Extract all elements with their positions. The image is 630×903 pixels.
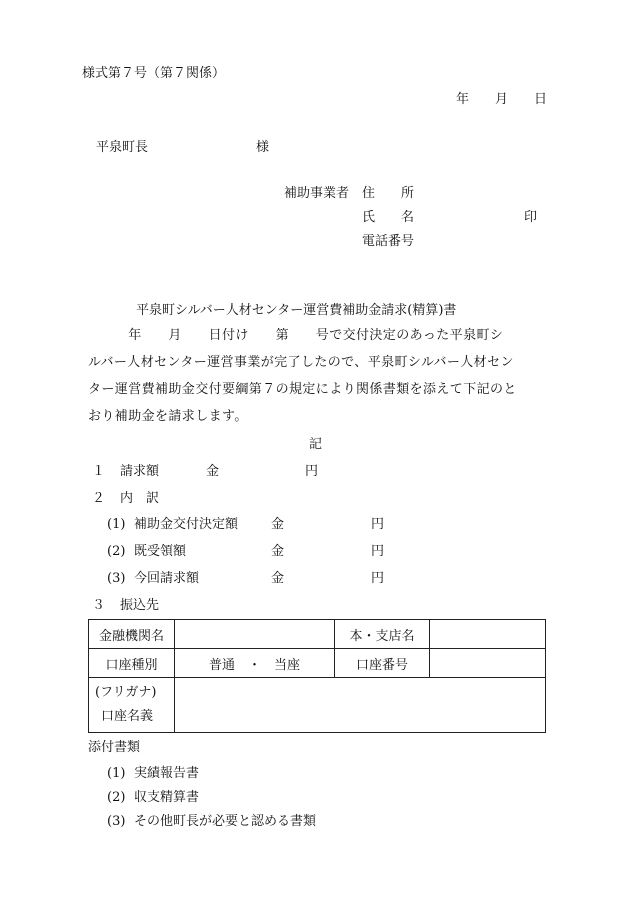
account-number-input-cell[interactable]: [430, 649, 546, 678]
item1-kin: 金: [206, 464, 220, 479]
seal-mark: 印: [524, 210, 538, 225]
table-row: [89, 649, 546, 678]
attachment-label: その他町長が必要と認める書類: [134, 814, 317, 829]
institution-label-cell: 金融機関名: [89, 620, 175, 649]
attachment-number: (1): [107, 766, 126, 781]
account-type-value-cell[interactable]: 普通 ・ 当座: [175, 649, 335, 678]
breakdown-en: 円: [371, 571, 385, 586]
breakdown-en: 円: [371, 517, 385, 532]
body-line: おり補助金を請求します。: [88, 409, 248, 424]
account-type-label-cell: 口座種別: [89, 649, 175, 678]
addressee-suffix: 様: [256, 140, 270, 155]
breakdown-number: (3): [107, 571, 126, 586]
table-row: [89, 678, 546, 733]
form-number: 様式第７号（第７関係）: [82, 66, 226, 81]
item1-en: 円: [305, 464, 319, 479]
table-row: [89, 620, 546, 649]
ki-heading: 記: [309, 437, 323, 452]
item3-number: ３: [92, 598, 106, 613]
attachment-label: 収支精算書: [134, 790, 200, 805]
bank-transfer-table: [88, 619, 546, 733]
breakdown-kin: 金: [271, 571, 285, 586]
item3-label: 振込先: [120, 598, 160, 613]
phone-label: 電話番号: [362, 234, 415, 249]
holder-label: 口座名義: [101, 709, 154, 724]
body-paragraph: [88, 322, 558, 430]
account-number-label-cell: 口座番号: [335, 649, 430, 678]
document-title: 平泉町シルバー人材センター運営費補助金請求(精算)書: [136, 303, 457, 318]
name-label: 氏 名: [362, 210, 415, 225]
account-holder-label-cell: [89, 678, 175, 733]
attachments-heading: 添付書類: [88, 740, 141, 755]
item1-number: １: [92, 464, 106, 479]
breakdown-en: 円: [371, 544, 385, 559]
address-label: 住 所: [362, 186, 415, 201]
account-holder-input-cell[interactable]: [175, 678, 546, 733]
branch-input-cell[interactable]: [430, 620, 546, 649]
breakdown-number: (2): [107, 544, 126, 559]
attachment-number: (2): [107, 790, 126, 805]
body-line: 年 月 日付け 第 号で交付決定のあった平泉町シ: [88, 328, 504, 343]
addressee-name: 平泉町長: [96, 140, 149, 155]
breakdown-label: 既受領額: [134, 544, 187, 559]
branch-label-cell: 本・支店名: [335, 620, 430, 649]
attachment-label: 実績報告書: [134, 766, 200, 781]
breakdown-kin: 金: [271, 544, 285, 559]
breakdown-label: 今回請求額: [134, 571, 200, 586]
body-line: ルバー人材センター運営事業が完了したので、平泉町シルバー人材セン: [88, 355, 514, 370]
item2-number: ２: [92, 491, 106, 506]
body-line: ター運営費補助金交付要綱第７の規定により関係書類を添えて下記のと: [88, 382, 517, 397]
breakdown-number: (1): [107, 517, 126, 532]
item2-label: 内 訳: [120, 491, 160, 506]
applicant-heading: 補助事業者: [284, 186, 350, 201]
item1-label: 請求額: [120, 464, 160, 479]
date-line: 年 月 日: [456, 92, 548, 107]
attachment-number: (3): [107, 814, 126, 829]
breakdown-label: 補助金交付決定額: [134, 517, 239, 532]
furigana-label: (フリガナ): [95, 685, 157, 700]
breakdown-kin: 金: [271, 517, 285, 532]
institution-input-cell[interactable]: [175, 620, 335, 649]
